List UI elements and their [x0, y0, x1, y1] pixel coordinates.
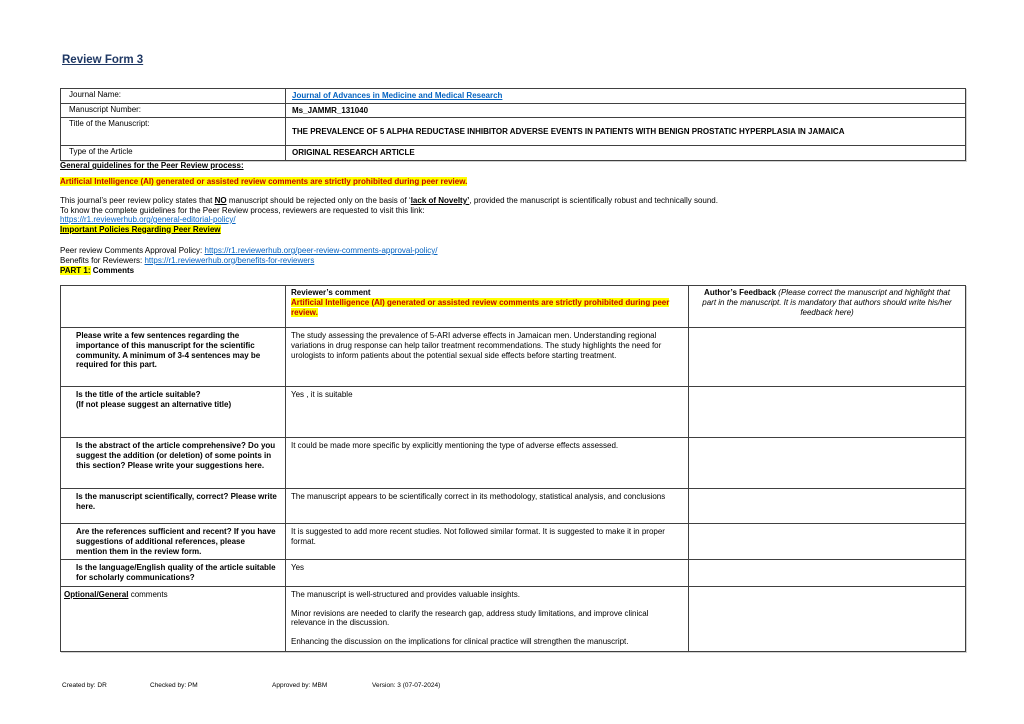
policy-text: , provided the manuscript is scientifically robust and technically sound.	[469, 196, 718, 205]
table-row	[61, 104, 966, 118]
reviewer-comment-header-cell	[286, 286, 689, 328]
comment-paragraph: Enhancing the discussion on the implications for clinical practice will strengthen the manuscript.	[291, 637, 629, 646]
journal-info-table	[60, 88, 966, 161]
table-row	[61, 328, 966, 387]
question-cell: Please write a few sentences regarding the importance of this manuscript for the scientific community. A minimum of 3-4 sentences may be required for this part.	[61, 328, 286, 387]
author-feedback-cell	[689, 387, 966, 438]
policy-text: manuscript should be rejected only on the basis of ‘	[226, 196, 411, 205]
footer-created-by: Created by: DR	[62, 682, 107, 689]
reviewer-comment-cell: The manuscript appears to be scientifically correct in its methodology, statistical analysis, and conclusions	[286, 489, 689, 524]
review-comments-table	[60, 285, 966, 652]
table-row	[61, 524, 966, 560]
question-cell	[61, 586, 286, 651]
reviewer-comment-header: Reviewer’s comment	[291, 288, 371, 297]
page-title: Review Form 3	[62, 54, 144, 66]
manuscript-number-label: Manuscript Number:	[61, 104, 286, 118]
comment-paragraph: Minor revisions are needed to clarify the research gap, address study limitations, and improve clinical relevance in the discussion.	[291, 608, 649, 628]
approval-policy-label: Peer review Comments Approval Policy:	[60, 246, 205, 255]
author-feedback-cell	[689, 328, 966, 387]
table-row	[61, 489, 966, 524]
author-feedback-header: Author’s Feedback	[704, 288, 779, 297]
policy-no-word: NO	[214, 196, 227, 205]
table-row	[61, 387, 966, 438]
reviewer-comment-cell: It could be made more specific by explicitly mentioning the type of adverse effects assessed.	[286, 438, 689, 489]
author-feedback-note: (Please correct the manuscript and highlight that part in the manuscript. It is mandatory that authors should write his/her feedback here)	[702, 288, 952, 317]
manuscript-number-value: Ms_JAMMR_131040	[286, 104, 966, 118]
guidelines-heading: General guidelines for the Peer Review process:	[60, 161, 244, 170]
reviewer-comment-cell: Yes	[286, 560, 689, 587]
policy-text: This journal’s peer review policy states that	[60, 196, 215, 205]
table-row	[61, 438, 966, 489]
article-type-label: Type of the Article	[61, 146, 286, 161]
optional-general-rest: comments	[128, 589, 168, 599]
reviewer-comment-cell: It is suggested to add more recent studies. Not followed similar format. It is suggested to make it in proper format.	[286, 524, 689, 560]
author-feedback-header-cell	[689, 286, 966, 328]
journal-name-label: Journal Name:	[61, 89, 286, 104]
question-line: Is the title of the article suitable?	[76, 390, 201, 399]
question-cell: Is the language/English quality of the article suitable for scholarly communications?	[61, 560, 286, 587]
question-cell	[61, 387, 286, 438]
benefits-label: Benefits for Reviewers:	[60, 255, 145, 265]
table-row	[61, 586, 966, 651]
table-row	[61, 146, 966, 161]
question-cell: Is the abstract of the article comprehensive? Do you suggest the addition (or deletion) of some points in this section? Please write your suggestions here.	[61, 438, 286, 489]
part1-heading-highlight: PART 1:	[60, 266, 91, 275]
policy-links-block	[60, 246, 965, 276]
part1-heading-rest: Comments	[90, 266, 135, 275]
footer-checked-by: Checked by: PM	[150, 682, 198, 689]
table-header-row	[61, 286, 966, 328]
reviewer-comment-cell	[286, 586, 689, 651]
author-feedback-cell	[689, 560, 966, 587]
important-policies-heading: Important Policies Regarding Peer Review	[60, 224, 221, 234]
visit-link-line: To know the complete guidelines for the Peer Review process, reviewers are requested to visit this link:	[60, 205, 425, 215]
policy-paragraph	[60, 196, 965, 234]
author-feedback-cell	[689, 524, 966, 560]
question-cell: Are the references sufficient and recent? If you have suggestions of additional references, please mention them in the review form.	[61, 524, 286, 560]
table-row	[61, 89, 966, 104]
policy-novelty-word: lack of Novelty’	[410, 196, 470, 205]
footer-approved-by: Approved by: MBM	[272, 682, 328, 689]
author-feedback-cell	[689, 586, 966, 651]
question-line: (If not please suggest an alternative title)	[76, 399, 232, 409]
table-row	[61, 118, 966, 146]
document-footer	[62, 682, 762, 690]
table-row	[61, 560, 966, 587]
approval-policy-link[interactable]: https://r1.reviewerhub.org/peer-review-comments-approval-policy/	[204, 246, 438, 255]
editorial-policy-link[interactable]: https://r1.reviewerhub.org/general-editorial-policy/	[60, 215, 236, 224]
manuscript-title-value: THE PREVALENCE OF 5 ALPHA REDUCTASE INHIBITOR ADVERSE EVENTS IN PATIENTS WITH BENIGN PROSTATIC HYPERPLASIA IN JAMAICA	[286, 118, 966, 146]
article-type-value: ORIGINAL RESEARCH ARTICLE	[286, 146, 966, 161]
comment-paragraph: The manuscript is well-structured and provides valuable insights.	[291, 589, 520, 599]
journal-name-link[interactable]: Journal of Advances in Medicine and Medical Research	[292, 91, 503, 101]
question-cell: Is the manuscript scientifically, correct? Please write here.	[61, 489, 286, 524]
ai-prohibition-notice: Artificial Intelligence (AI) generated or assisted review comments are strictly prohibited during peer review.	[60, 177, 468, 186]
footer-version: Version: 3 (07-07-2024)	[372, 682, 441, 689]
author-feedback-cell	[689, 489, 966, 524]
ai-prohibition-header-notice: Artificial Intelligence (AI) generated or assisted review comments are strictly prohibited during peer review.	[291, 297, 670, 317]
benefits-link[interactable]: https://r1.reviewerhub.org/benefits-for-reviewers	[144, 255, 315, 265]
author-feedback-cell	[689, 438, 966, 489]
manuscript-title-label: Title of the Manuscript:	[61, 118, 286, 146]
header-blank-cell	[61, 286, 286, 328]
reviewer-comment-cell: The study assessing the prevalence of 5-ARI adverse effects in Jamaican men. Understanding regional variations in drug response can help tailor treatment recommendations. The study highlights the need for urologists to inform patients about the potential sexual side effects before starting treatment.	[286, 328, 689, 387]
reviewer-comment-cell: Yes , it is suitable	[286, 387, 689, 438]
optional-general-label: Optional/General	[64, 589, 129, 599]
